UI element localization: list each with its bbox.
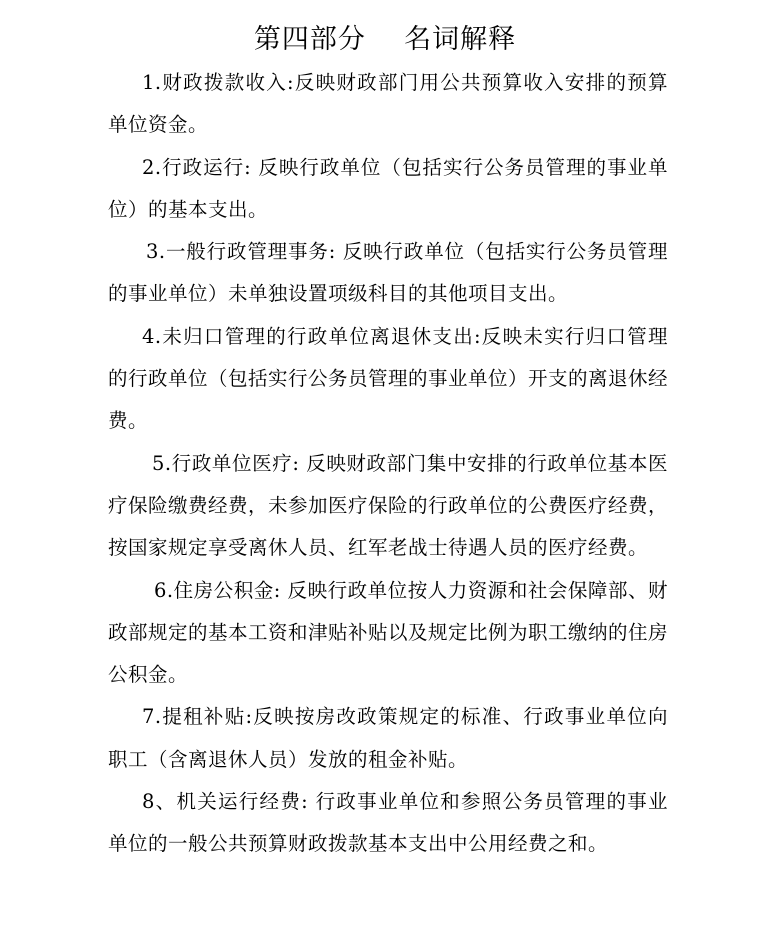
- page-title: 第四部分 名词解释: [253, 24, 517, 55]
- definition-item-2: 2.行政运行: 反映行政单位（包括实行公务员管理的事业单位）的基本支出。: [108, 155, 668, 221]
- definition-item-1: 1.财政拨款收入:反映财政部门用公共预算收入安排的预算单位资金。: [108, 71, 668, 137]
- definition-item-8: 8、机关运行经费: 行政事业单位和参照公务员管理的事业单位的一般公共预算财政拨款基本支出中公用经费之和。: [108, 790, 668, 856]
- definition-item-6: 6.住房公积金: 反映行政单位按人力资源和社会保障部、财政部规定的基本工资和津贴补贴以及规定比例为职工缴纳的住房公积金。: [108, 578, 669, 687]
- definition-list: [108, 62, 668, 866]
- definition-item-4: 4.未归口管理的行政单位离退休支出:反映未实行归口管理的行政单位（包括实行公务员管理的事业单位）开支的离退休经费。: [108, 324, 669, 433]
- definition-item-5: 5.行政单位医疗: 反映财政部门集中安排的行政单位基本医疗保险缴费经费，未参加医疗保险的行政单位的公费医疗经费，按国家规定享受离休人员、红军老战士待遇人员的医疗经费。: [108, 451, 669, 560]
- definition-item-3: 3.一般行政管理事务: 反映行政单位（包括实行公务员管理的事业单位）未单独设置项级科目的其他项目支出。: [108, 240, 668, 306]
- definition-item-7: 7.提租补贴:反映按房改政策规定的标准、行政事业单位向职工（含离退休人员）发放的租金补贴。: [108, 705, 668, 771]
